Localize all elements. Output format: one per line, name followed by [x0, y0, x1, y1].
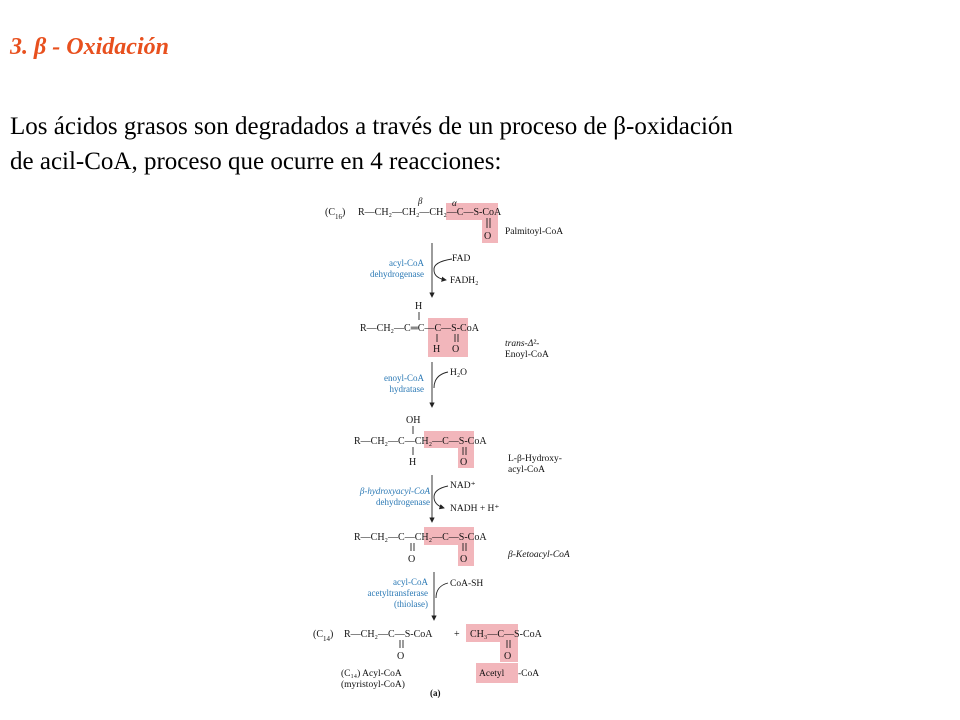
cofactor-arrow [434, 372, 448, 388]
enzyme-label: dehydrogenase [370, 269, 424, 279]
cofactor-in: FAD [452, 254, 471, 264]
step-3 [359, 475, 500, 522]
palmitoyl-name: Palmitoyl-CoA [505, 227, 564, 237]
chain-length-label: $(C_{14})$ [313, 629, 334, 643]
cofactor-arrow [434, 486, 448, 508]
hydroxy-formula: R—CH₂—C—CH₂—C—S-CoA [354, 436, 487, 447]
keto-oxygen: O [408, 554, 416, 565]
plus-sign: + [454, 629, 460, 640]
ketoacyl-name: β-Ketoacyl-CoA [508, 550, 570, 560]
enoyl-coa [360, 301, 549, 360]
acetyl-name: Acetyl [479, 669, 505, 679]
hydroxy-name-2: acyl-CoA [508, 465, 545, 475]
enoyl-name-2: Enoyl-CoA [505, 350, 549, 360]
hydroxyacyl-coa [354, 415, 562, 475]
cofactor-out: NADH + H⁺ [450, 504, 500, 514]
enoyl-name-1: trans-Δ²- [505, 339, 540, 349]
enzyme-label: β-hydroxyacyl-CoA [359, 486, 430, 496]
panel-label: (a) [430, 688, 441, 698]
hydroxy-name-1: L-β-Hydroxy- [508, 454, 562, 464]
enzyme-label: acyl-CoA [393, 577, 428, 587]
cofactor-out: FADH₂ [450, 276, 479, 286]
beta-label: β [418, 196, 423, 206]
step-1 [370, 243, 478, 297]
products [313, 624, 543, 698]
ketoacyl-coa [354, 527, 570, 566]
step-2 [384, 362, 467, 407]
step-4 [368, 572, 484, 620]
carbonyl-oxygen: O [484, 231, 492, 242]
enzyme-label: hydratase [389, 384, 424, 394]
carbonyl-oxygen: O [397, 651, 405, 662]
cofactor-in: H₂O [450, 368, 468, 378]
top-hydrogen: H [415, 301, 423, 312]
alpha-label: α [452, 198, 457, 208]
enzyme-label: acyl-CoA [389, 258, 424, 268]
enzyme-label: dehydrogenase [376, 497, 430, 507]
acetyl-coa-formula: CH₃—C—S-CoA [470, 629, 542, 640]
carbonyl-oxygen: O [460, 554, 468, 565]
carbonyl-oxygen: O [452, 344, 460, 355]
acyl-coa-name-2: (myristoyl-CoA) [341, 680, 405, 690]
acyl-coa-name-1: (C₁₄) Acyl-CoA [341, 669, 402, 679]
acetyl-name-suffix: -CoA [518, 669, 540, 679]
slide-heading: 3. β - Oxidación [10, 34, 169, 60]
enoyl-formula: R—CH₂—C═C—C—S-CoA [360, 323, 479, 334]
acyl-coa-formula: R—CH₂—C—S-CoA [344, 629, 433, 640]
carbonyl-oxygen: O [460, 457, 468, 468]
ketoacyl-formula: R—CH₂—C—CH₂—C—S-CoA [354, 532, 487, 543]
hydroxyl-group: OH [406, 415, 421, 426]
enzyme-label: enoyl-CoA [384, 373, 424, 383]
intro-line-2: de acil-CoA, proceso que ocurre en 4 reacciones: [10, 148, 502, 175]
cofactor-in: CoA-SH [450, 579, 484, 589]
intro-line-1: Los ácidos grasos son degradados a través de un proceso de β-oxidación [10, 113, 733, 140]
bottom-hydrogen: H [433, 344, 441, 355]
palmitoyl-coa [325, 196, 563, 243]
enzyme-label: (thiolase) [394, 599, 428, 609]
enzyme-label: acetyltransferase [367, 588, 428, 598]
carbonyl-oxygen: O [504, 651, 512, 662]
chain-length-label: $(C_{16})$ [325, 207, 346, 221]
cofactor-arrow [436, 583, 448, 598]
palmitoyl-formula: R—CH₂—CH₂—CH₂—C—S-CoA [358, 207, 502, 218]
cofactor-in: NAD⁺ [450, 481, 476, 491]
bottom-hydrogen: H [409, 457, 417, 468]
